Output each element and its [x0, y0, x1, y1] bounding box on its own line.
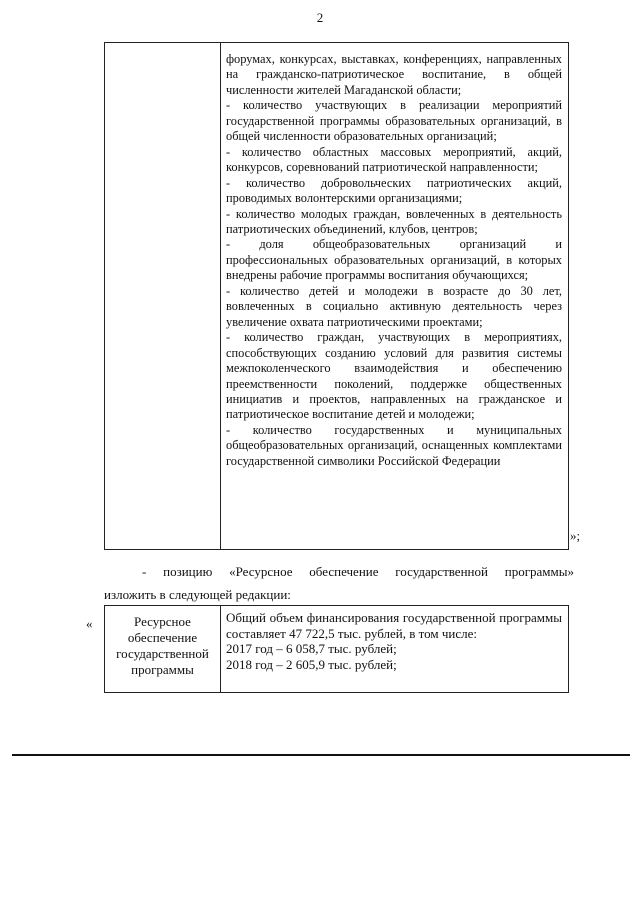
closing-quote: »; [570, 528, 581, 543]
funding-total: Общий объем финансирования государственной программы составляет 47 722,5 тыс. рублей, в том числе: [226, 610, 562, 641]
funding-2017: 2017 год – 6 058,7 тыс. рублей; [226, 641, 397, 656]
list-item: - количество государственных и муниципальных общеобразовательных организаций, оснащенных комплектами государственной символики Российской Федерации [226, 422, 562, 468]
resource-table [104, 605, 569, 693]
list-item: форумах, конкурсах, выставках, конференциях, направленных на гражданско-патриотическое воспитание, в общей численности жителей Магаданской области; [226, 52, 562, 97]
list-item: - доля общеобразовательных организаций и профессиональных образовательных организаций, в которых внедрены рабочие программы воспитания обучающихся; [226, 237, 562, 283]
list-item: - количество граждан, участвующих в мероприятиях, способствующих созданию условий для развития системы межпоколенческого взаимодействия и обеспечению преемственности поколений, поддержке общественных инициатив и проектов, направленных на гражданское и патриотическое воспитание детей и молодежи; [226, 330, 562, 422]
funding-2018: 2018 год – 2 605,9 тыс. рублей; [226, 656, 397, 672]
indicators-list [226, 52, 562, 469]
bottom-rule [12, 754, 630, 756]
list-item: - количество областных массовых мероприятий, акций, конкурсов, соревнований патриотической направленности; [226, 144, 562, 175]
page-number: 2 [316, 10, 324, 25]
amendment-paragraph: - позицию «Ресурсное обеспечение государственной программы» [142, 564, 574, 579]
list-item: - количество добровольческих патриотических акций, проводимых волонтерскими организациями; [226, 175, 562, 206]
opening-quote: « [86, 616, 93, 631]
list-item: - количество детей и молодежи в возрасте до 30 лет, вовлеченных в социально активную деятельность через увеличение охвата патриотическими проектами; [226, 283, 562, 329]
amendment-paragraph-continuation: изложить в следующей редакции: [104, 587, 291, 602]
resource-description [226, 610, 562, 672]
list-item: - количество молодых граждан, вовлеченных в деятельность патриотических объединений, клубов, центров; [226, 206, 562, 236]
table-column-divider [220, 43, 221, 549]
list-item: - количество участвующих в реализации мероприятий государственной программы образовательных организаций, в общей численности образовательных организаций; [226, 98, 562, 144]
resource-label: Ресурсное обеспечение государственной программы [116, 614, 209, 677]
indicators-table [104, 42, 569, 550]
table-column-divider [220, 606, 221, 692]
